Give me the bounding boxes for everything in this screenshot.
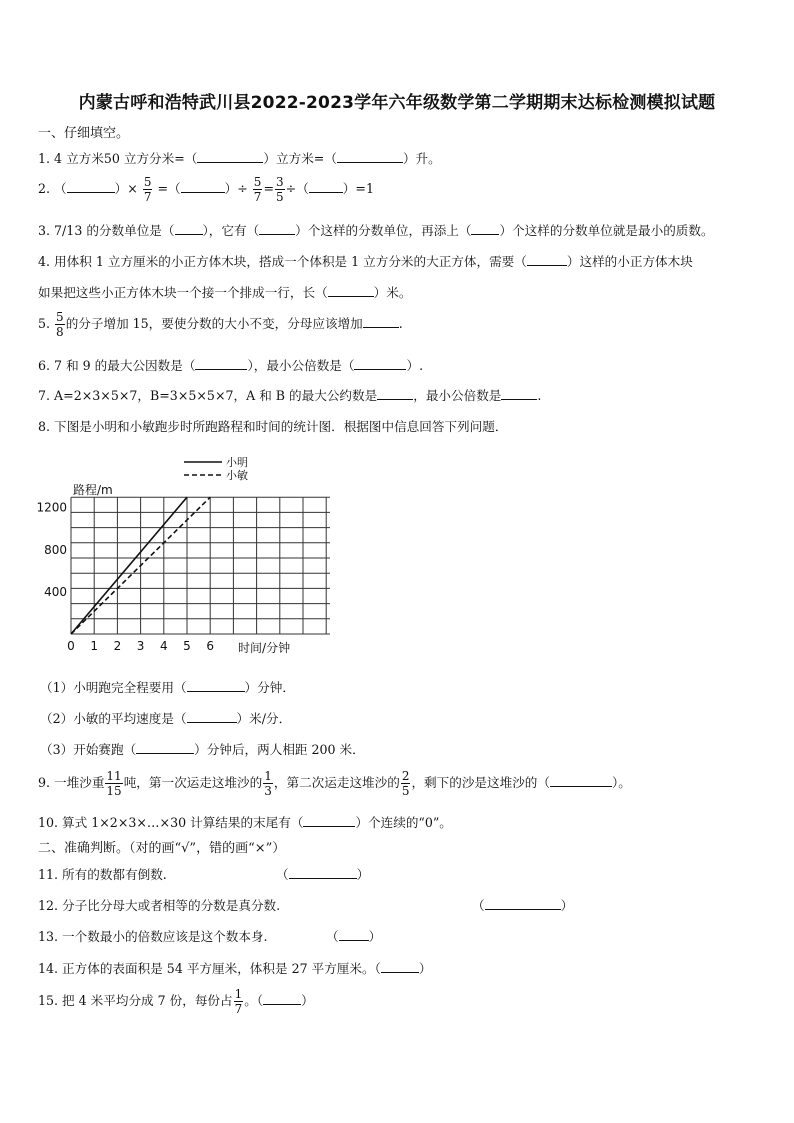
question-text: ）个连续的“0”。 (355, 815, 452, 830)
question-8-sub-2 (40, 708, 291, 727)
answer-blank[interactable] (195, 357, 247, 370)
question-text: =（ (157, 181, 181, 196)
question-text: = (263, 181, 274, 196)
answer-blank[interactable] (328, 284, 374, 297)
answer-blank[interactable] (485, 897, 561, 910)
legend-label: 小敏 (226, 469, 248, 482)
question-13 (38, 926, 268, 945)
question-4-line-2 (38, 282, 411, 301)
bracket: ） (560, 898, 574, 913)
x-tick-label: 1 (90, 639, 99, 653)
question-text: 4 立方米50 立方分米=（ (54, 151, 198, 166)
question-4 (38, 251, 693, 270)
x-tick-label: 0 (67, 639, 75, 653)
question-6 (38, 355, 423, 374)
answer-blank[interactable] (181, 180, 225, 193)
question-9 (38, 764, 631, 802)
question-text: 所有的数都有倒数. (62, 867, 167, 882)
question-text: 7 和 9 的最大公因数是（ (54, 358, 196, 373)
question-text: ）分钟后，两人相距 200 米． (194, 742, 365, 757)
question-text: 吨，第一次运走这堆沙的 (123, 775, 263, 790)
question-text: ，最小公倍数是 (413, 388, 502, 403)
question-8 (38, 416, 507, 435)
question-number: 10. (38, 815, 59, 830)
bracket: ） (368, 929, 382, 944)
question-text: 一个数最小的倍数应该是这个数本身. (62, 929, 268, 944)
question-text: . (398, 316, 403, 331)
question-text: ），它有（ (202, 223, 260, 238)
question-number: 3. (38, 223, 51, 238)
answer-blank[interactable] (337, 150, 403, 163)
answer-blank[interactable] (136, 741, 194, 754)
question-10 (38, 812, 452, 831)
answer-blank[interactable] (471, 222, 499, 235)
question-text: ）米/分． (236, 711, 292, 726)
question-text: ）× (114, 181, 138, 196)
question-text: ） (418, 961, 432, 976)
question-text: ，剩下的沙是这堆沙的（ (411, 775, 550, 790)
answer-blank[interactable] (303, 814, 355, 827)
answer-blank[interactable] (67, 180, 115, 193)
question-text: ）这样的小正方体木块 (566, 254, 693, 269)
legend-label: 小明 (226, 456, 248, 469)
question-5 (38, 306, 403, 342)
question-text: ）升。 (402, 151, 441, 166)
answer-blank[interactable] (363, 315, 399, 328)
fraction: $\frac{2}{5}$ (401, 769, 410, 798)
question-15 (38, 982, 314, 1020)
question-text: ），最小公倍数是（ (247, 358, 355, 373)
y-tick-label: 400 (44, 584, 67, 599)
question-number: 9. (38, 775, 51, 790)
answer-blank[interactable] (289, 866, 357, 879)
question-number: 4. (38, 254, 51, 269)
answer-blank[interactable] (339, 928, 369, 941)
answer-blank[interactable] (550, 774, 612, 787)
judge-box-12[interactable] (472, 895, 573, 914)
answer-blank[interactable] (187, 679, 245, 692)
answer-blank[interactable] (377, 387, 413, 400)
question-text: ）÷ (224, 181, 248, 196)
question-text: ）米。 (373, 285, 412, 300)
question-14 (38, 958, 431, 977)
answer-blank[interactable] (197, 150, 263, 163)
answer-blank[interactable] (263, 992, 301, 1005)
series-line-1 (71, 497, 187, 634)
question-text: 7/13 的分数单位是（ (54, 223, 175, 238)
question-text: ÷（ (285, 181, 309, 196)
question-text: ）=1 (342, 181, 374, 196)
question-text: 下图是小明和小敏跑步时所跑路程和时间的统计图．根据图中信息回答下列问题． (54, 419, 508, 434)
question-text: ）个这样的分数单位，再添上（ (295, 223, 472, 238)
section-2-heading: 二、准确判断。（对的画“√”，错的画“×”） (38, 841, 286, 856)
question-text: ）. (406, 358, 424, 373)
question-12 (38, 895, 280, 914)
question-text: ）。 (611, 775, 631, 790)
fraction: $\frac{5}{8}$ (56, 310, 64, 339)
question-number: 7. (38, 388, 51, 403)
x-tick-label: 5 (183, 639, 191, 653)
question-number: 8. (38, 419, 51, 434)
bracket: （ (472, 898, 485, 913)
question-number: 2. (38, 181, 51, 196)
bracket: ） (356, 867, 370, 882)
question-number: 11. (38, 867, 59, 882)
question-text: ）分钟． (244, 680, 295, 695)
x-axis-label: 时间/分钟 (238, 641, 291, 655)
section-1-heading: 一、仔细填空。 (38, 126, 130, 141)
question-7 (38, 385, 541, 404)
bracket: （ (276, 867, 289, 882)
question-2 (38, 171, 374, 207)
fraction: $\frac{11}{15}$ (106, 769, 122, 798)
question-text: ）个这样的分数单位就是最小的质数。 (499, 223, 714, 238)
question-text: ）立方米=（ (263, 151, 337, 166)
question-text: 用体积 1 立方厘米的小正方体木块，搭成一个体积是 1 立方分米的大正方体，需要（ (54, 254, 527, 269)
answer-blank[interactable] (354, 357, 406, 370)
question-text: 一堆沙重 (54, 775, 105, 790)
question-3 (38, 220, 714, 239)
answer-blank[interactable] (175, 222, 203, 235)
question-text: 算式 1×2×3×…×30 计算结果的末尾有（ (62, 815, 304, 830)
x-tick-label: 2 (113, 639, 122, 653)
question-text: A=2×3×5×7，B=3×5×5×7，A 和 B 的最大公约数是 (54, 388, 378, 403)
judge-box-13[interactable] (326, 926, 381, 945)
answer-blank[interactable] (527, 253, 567, 266)
fraction: $\frac{5}{7}$ (143, 175, 152, 204)
question-8-sub-1 (40, 677, 295, 696)
question-text: 的分子增加 15，要使分数的大小不变，分母应该增加 (65, 316, 363, 331)
question-text: ，第二次运走这堆沙的 (273, 775, 400, 790)
fraction: $\frac{1}{7}$ (234, 987, 243, 1016)
question-11 (38, 864, 167, 883)
question-text: （3）开始赛跑（ (40, 742, 137, 757)
distance-time-chart (30, 448, 330, 662)
question-number: 12. (38, 898, 59, 913)
y-axis-label: 路程/m (73, 483, 113, 498)
judge-box-11[interactable] (276, 864, 369, 883)
x-tick-label: 6 (206, 639, 215, 653)
answer-blank[interactable] (381, 960, 419, 973)
answer-blank[interactable] (309, 180, 343, 193)
question-text: 。（ (244, 993, 264, 1008)
question-text: . (537, 388, 542, 403)
question-text: （ (54, 181, 67, 196)
x-tick-label: 3 (136, 639, 145, 653)
bracket: （ (326, 929, 339, 944)
question-text: 把 4 米平均分成 7 份，每份占 (62, 993, 233, 1008)
x-tick-label: 4 (159, 639, 168, 653)
question-text: 分子比分母大或者相等的分数是真分数. (62, 898, 281, 913)
question-number: 13. (38, 929, 59, 944)
question-number: 1. (38, 151, 51, 166)
answer-blank[interactable] (501, 387, 537, 400)
question-number: 15. (38, 993, 59, 1008)
fraction: $\frac{3}{5}$ (276, 175, 284, 204)
page-title: 内蒙古呼和浩特武川县2022-2023学年六年级数学第二学期期末达标检测模拟试题 (78, 93, 716, 113)
question-text: 如果把这些小正方体木块一个接一个排成一行，长（ (38, 285, 328, 300)
question-1 (38, 148, 441, 167)
y-tick-label: 1200 (36, 500, 67, 515)
question-number: 6. (38, 358, 51, 373)
y-tick-label: 800 (44, 542, 67, 557)
question-text: （2）小敏的平均速度是（ (40, 711, 187, 726)
question-text: 正方体的表面积是 54 平方厘米，体积是 27 平方厘米。（ (62, 961, 381, 976)
question-text: ） (301, 993, 314, 1008)
answer-blank[interactable] (259, 222, 295, 235)
question-number: 14. (38, 961, 59, 976)
answer-blank[interactable] (187, 710, 237, 723)
question-number: 5. (38, 316, 51, 331)
question-8-sub-3 (40, 739, 365, 758)
question-text: （1）小明跑完全程要用（ (40, 680, 187, 695)
fraction: $\frac{5}{7}$ (253, 175, 262, 204)
fraction: $\frac{1}{3}$ (264, 769, 272, 798)
